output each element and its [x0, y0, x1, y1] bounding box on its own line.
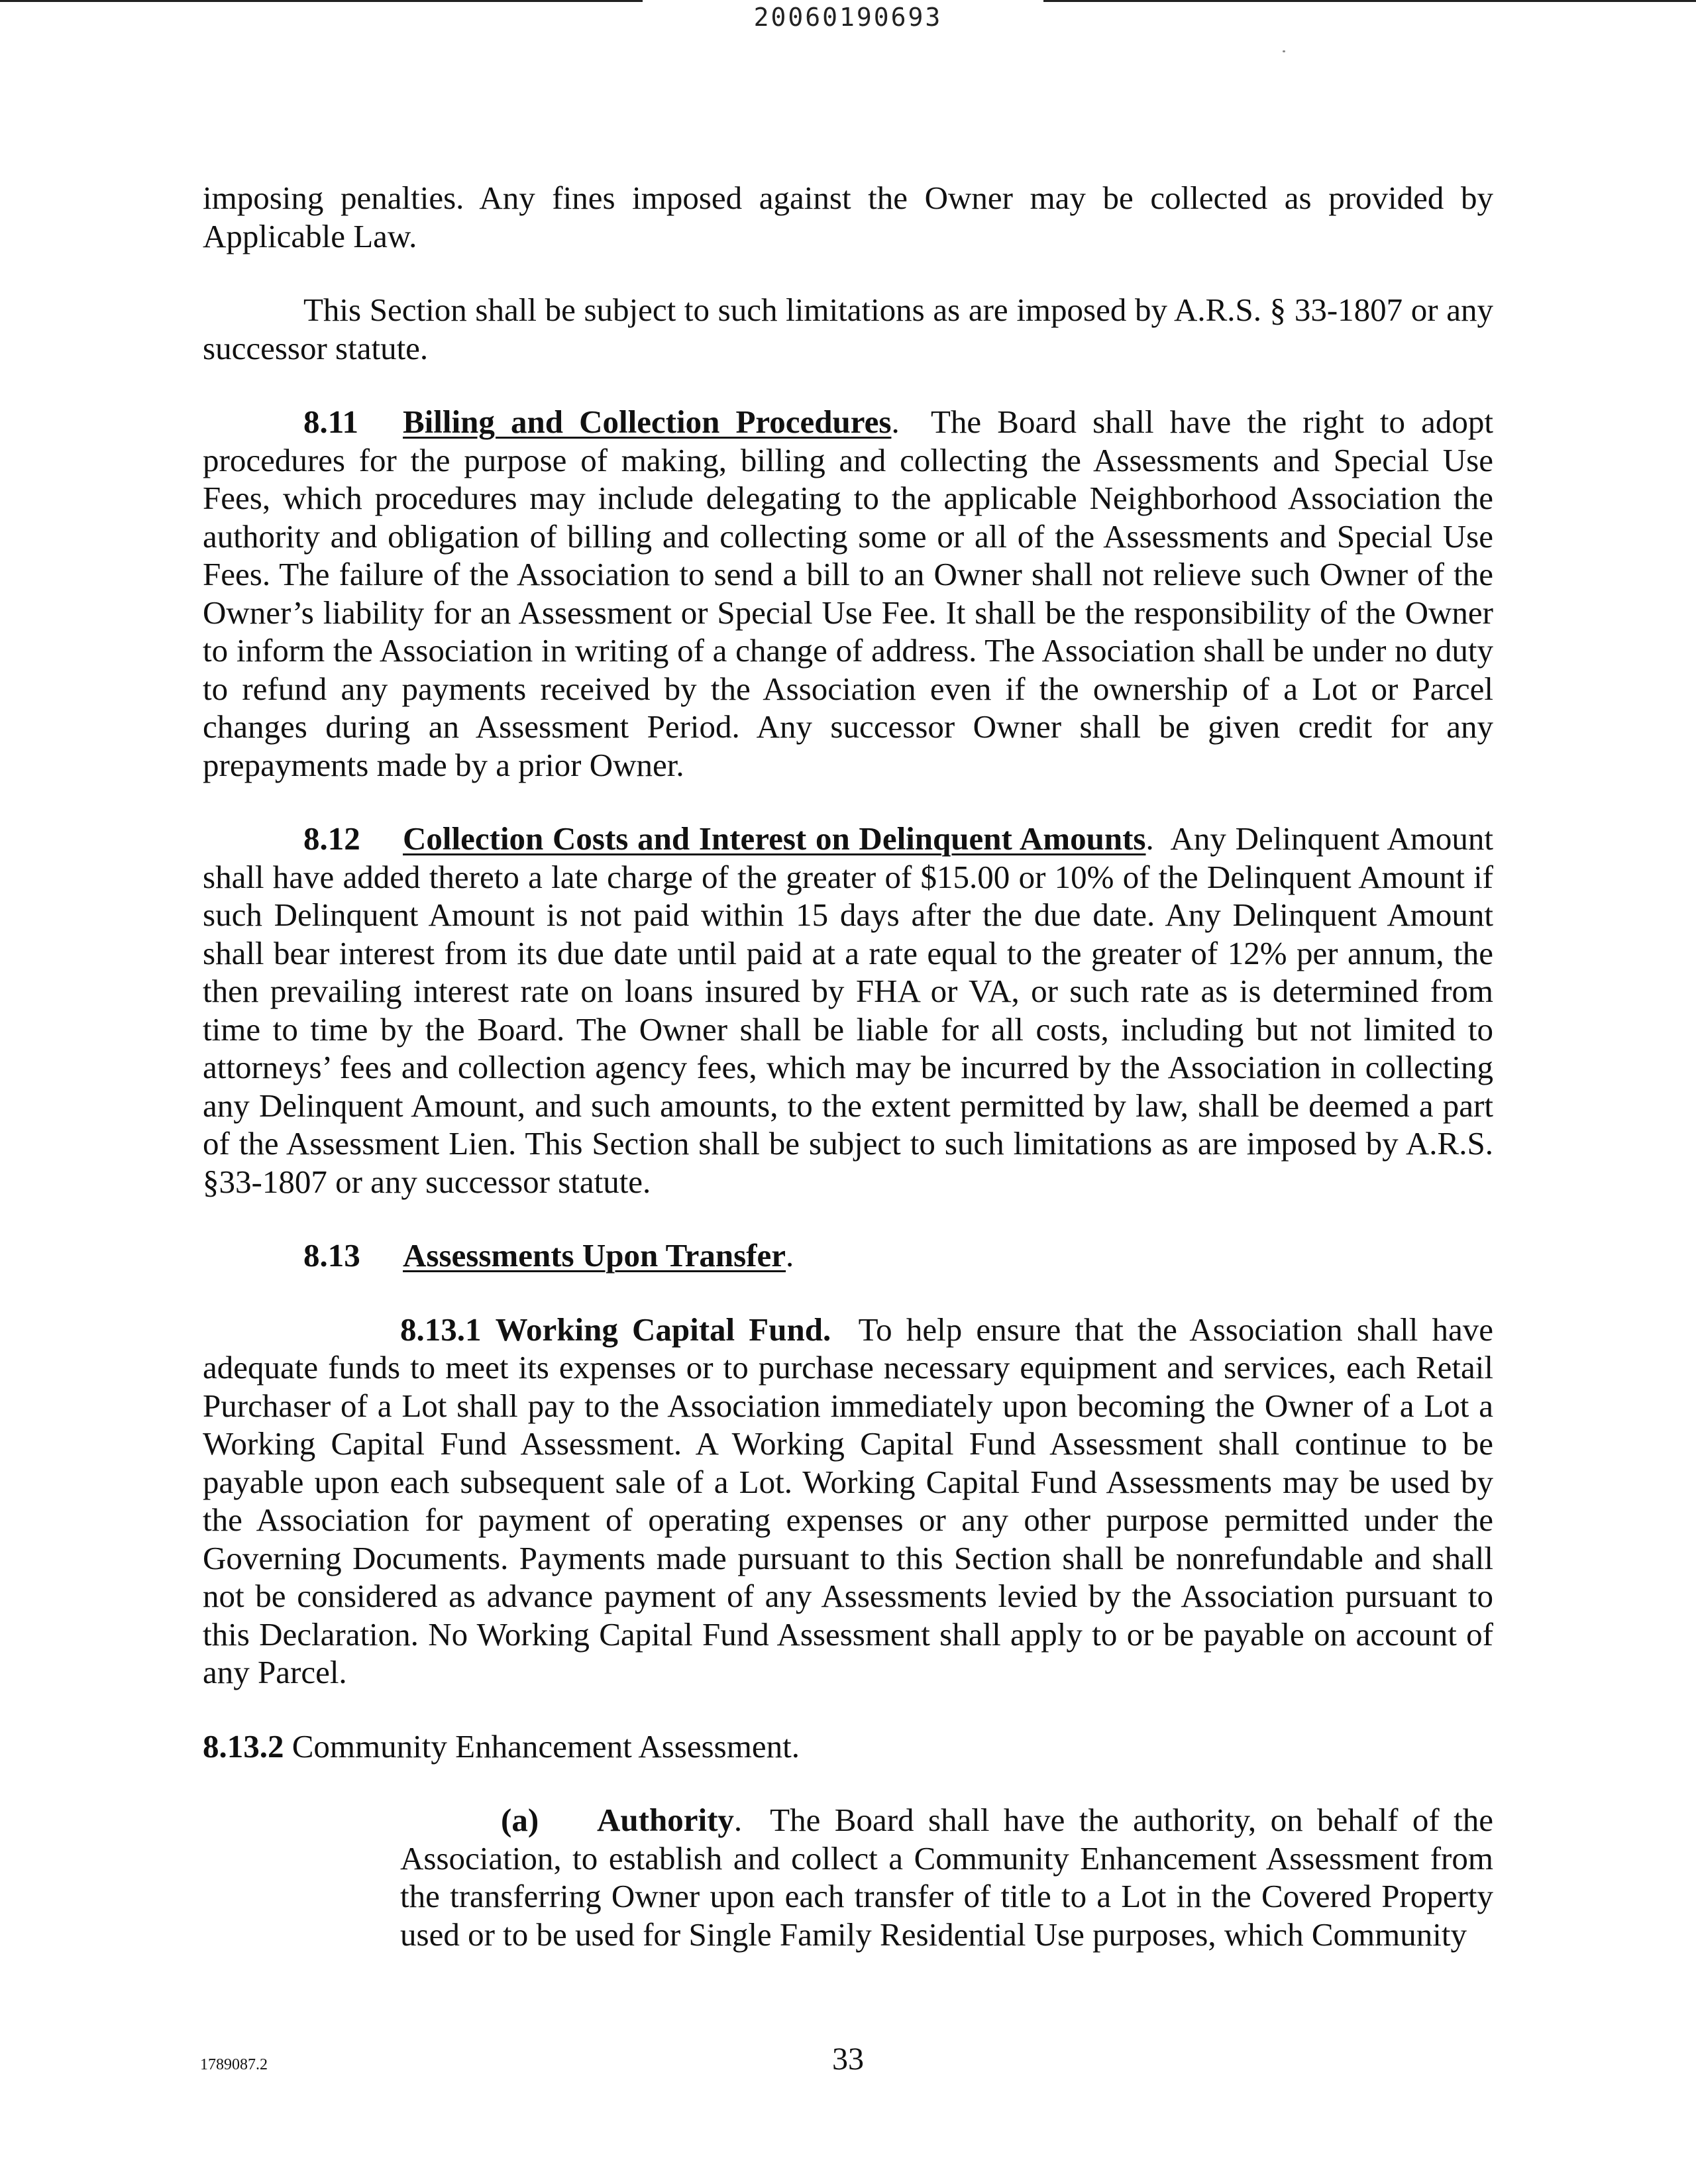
subsection-heading: Community Enhancement Assessment.	[292, 1727, 800, 1765]
section-8-13-2	[203, 1727, 1493, 1766]
section-number: 8.13	[303, 1237, 360, 1274]
recording-number: 20060190693	[753, 3, 943, 32]
subsection-a-body: The Board shall have the authority, on behalf of the Association, to establish and collect a Community Enhancement Assessment from the transferring Owner upon each transfer of title to a Lot in the Covered Property used or to be used for Single Family Residential Use purposes, which Community	[400, 1802, 1493, 1953]
section-body: Any Delinquent Amount shall have added thereto a late charge of the greater of $15.00 or 10% of the Delinquent Amount if such Delinquent Amount is not paid within 15 days after the due date. Any Delinquent Amount shall bear interest from its due date until paid at a rate equal to the greater of 12% per annum, the then prevailing interest rate on loans insured by FHA or VA, or such rate as is determined from time to time by the Board. The Owner shall be liable for all costs, including but not limited to attorneys’ fees and collection agency fees, which may be incurred by the Association in collecting any Delinquent Amount, and such amounts, to the extent permitted by law, shall be deemed a part of the Assessment Lien. This Section shall be subject to such limitations as are imposed by A.R.S. §33-1807 or any successor statute.	[203, 820, 1493, 1200]
section-number: 8.11	[303, 404, 359, 440]
header-rule-left	[0, 0, 643, 2]
section-heading: Assessments Upon Transfer	[403, 1237, 786, 1274]
section-body: The Board shall have the right to adopt procedures for the purpose of making, billing and collecting the Assessments and Special Use Fees, which procedures may include delegating to the applicable Neighborhood Association the authority and obligation of billing and collecting some or all of the Assessments and Special Use Fees. The failure of the Association to send a bill to an Owner shall not relieve such Owner of the Owner’s liability for an Assessment or Special Use Fee. It shall be the responsibility of the Owner to inform the Association in writing of a change of address. The Association shall be under no duty to refund any payments received by the Association even if the ownership of a Lot or Parcel changes during an Assessment Period. Any successor Owner shall be given credit for any prepayments made by a prior Owner.	[203, 404, 1493, 783]
section-heading: Billing and Collection Procedures	[403, 404, 892, 440]
section-number: 8.12	[303, 820, 360, 857]
subsection-a: (a) Authority. The Board shall have the authority, on behalf of the Association, to establish and collect a Community Enhancement Assessment from the transferring Owner upon each transfer of title to a Lot in the Covered Property used or to be used for Single Family Residential Use purposes, which Community	[400, 1802, 1493, 1953]
section-8-13: 8.13 Assessments Upon Transfer.	[303, 1237, 794, 1274]
header-rule-right	[1043, 0, 1696, 2]
section-8-11: 8.11 Billing and Collection Procedures. The Board shall have the right to adopt procedures for the purpose of making, billing and collecting the Assessments and Special Use Fees, which procedures may include delegating to the applicable Neighborhood Association the authority and obligation of billing and collecting some or all of the Assessments and Special Use Fees. The failure of the Association to send a bill to an Owner shall not relieve such Owner of the Owner’s liability for an Assessment or Special Use Fee. It shall be the responsibility of the Owner to inform the Association in writing of a change of address. The Association shall be under no duty to refund any payments received by the Association even if the ownership of a Lot or Parcel changes during an Assessment Period. Any successor Owner shall be given credit for any prepayments made by a prior Owner.	[203, 404, 1493, 783]
section-8-13-1	[203, 1311, 1493, 1692]
section-8-12: 8.12 Collection Costs and Interest on Delinquent Amounts. Any Delinquent Amount shall have added thereto a late charge of the greater of $15.00 or 10% of the Delinquent Amount if such Delinquent Amount is not paid within 15 days after the due date. Any Delinquent Amount shall bear interest from its due date until paid at a rate equal to the greater of 12% per annum, the then prevailing interest rate on loans insured by FHA or VA, or such rate as is determined from time to time by the Board. The Owner shall be liable for all costs, including but not limited to attorneys’ fees and collection agency fees, which may be incurred by the Association in collecting any Delinquent Amount, and such amounts, to the extent permitted by law, shall be deemed a part of the Assessment Lien. This Section shall be subject to such limitations as are imposed by A.R.S. §33-1807 or any successor statute.	[203, 820, 1493, 1200]
subsection-number: 8.13.1	[400, 1311, 482, 1348]
section-heading: Collection Costs and Interest on Delinquent Amounts	[403, 820, 1146, 857]
subsection-body: To help ensure that the Association shall have adequate funds to meet its expenses or to purchase necessary equipment and services, each Retail Purchaser of a Lot shall pay to the Association immediately upon becoming the Owner of a Lot a Working Capital Fund Assessment. A Working Capital Fund Assessment shall continue to be payable upon each subsequent sale of a Lot. Working Capital Fund Assessments may be used by the Association for payment of operating expenses or any other purpose permitted under the Governing Documents. Payments made pursuant to this Section shall be nonrefundable and shall not be considered as advance payment of any Assessments levied by the Association pursuant to this Declaration. No Working Capital Fund Assessment shall apply to or be payable on account of any Parcel.	[203, 1311, 1494, 1690]
subsection-heading: Working Capital Fund.	[495, 1311, 831, 1348]
subsection-a-heading: Authority	[597, 1802, 734, 1838]
paragraph-limitations: This Section shall be subject to such limitations as are imposed by A.R.S. § 33-1807 or any successor statute.	[203, 292, 1493, 366]
subsection-a-label: (a)	[501, 1802, 539, 1838]
page-number: 33	[832, 2042, 864, 2077]
paragraph-penalties: imposing penalties. Any fines imposed against the Owner may be collected as provided by Applicable Law.	[203, 180, 1493, 254]
subsection-number: 8.13.2	[203, 1727, 284, 1765]
scan-speck	[1283, 50, 1285, 52]
document-code: 1789087.2	[200, 2056, 268, 2073]
subsection-a-block	[400, 1801, 1493, 1953]
document-body	[203, 179, 1493, 1953]
